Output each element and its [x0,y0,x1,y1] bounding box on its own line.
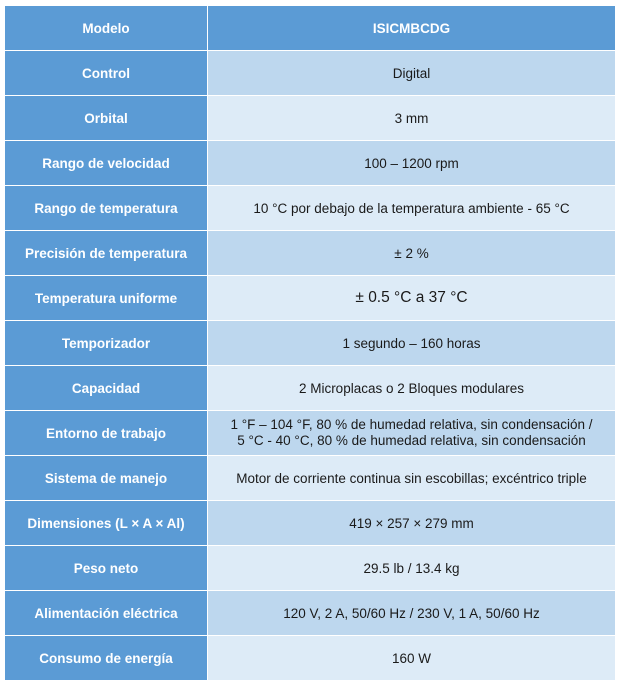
row-value: 100 – 1200 rpm [208,141,616,186]
row-value-line: 5 °C - 40 °C, 80 % de humedad relativa, sin condensación [237,433,586,448]
table-row [5,96,616,141]
row-value-line: 1 °F – 104 °F, 80 % de humedad relativa, sin condensación / [230,417,593,432]
row-value: ± 0.5 °C a 37 °C [208,276,616,321]
row-value: Digital [208,51,616,96]
row-label: Peso neto [5,546,208,591]
row-value: 1 segundo – 160 horas [208,321,616,366]
table-row [5,231,616,276]
table-row [5,186,616,231]
table-row [5,546,616,591]
header-model-value: ISICMBCDG [208,6,616,51]
table-row [5,411,616,456]
table-row [5,321,616,366]
row-label: Temporizador [5,321,208,366]
row-label: Rango de temperatura [5,186,208,231]
row-label: Sistema de manejo [5,456,208,501]
row-value: Motor de corriente continua sin escobillas; excéntrico triple [208,456,616,501]
row-value: 160 W [208,636,616,681]
row-label: Rango de velocidad [5,141,208,186]
row-label: Alimentación eléctrica [5,591,208,636]
row-label: Entorno de trabajo [5,411,208,456]
table-row [5,456,616,501]
row-label: Precisión de temperatura [5,231,208,276]
table-header-row [5,6,616,51]
row-label: Orbital [5,96,208,141]
row-value: 10 °C por debajo de la temperatura ambiente - 65 °C [208,186,616,231]
row-label: Consumo de energía [5,636,208,681]
spec-table [4,5,616,681]
row-value: 3 mm [208,96,616,141]
table-row [5,276,616,321]
table-row [5,141,616,186]
row-value: ± 2 % [208,231,616,276]
row-label: Control [5,51,208,96]
row-value: 2 Microplacas o 2 Bloques modulares [208,366,616,411]
row-label: Dimensiones (L × A × Al) [5,501,208,546]
table-row [5,636,616,681]
row-value [208,411,616,456]
table-row [5,591,616,636]
row-label: Temperatura uniforme [5,276,208,321]
row-value: 29.5 lb / 13.4 kg [208,546,616,591]
row-label: Capacidad [5,366,208,411]
table-row [5,51,616,96]
row-value: 419 × 257 × 279 mm [208,501,616,546]
table-row [5,501,616,546]
table-row [5,366,616,411]
header-label: Modelo [5,6,208,51]
row-value: 120 V, 2 A, 50/60 Hz / 230 V, 1 A, 50/60 Hz [208,591,616,636]
